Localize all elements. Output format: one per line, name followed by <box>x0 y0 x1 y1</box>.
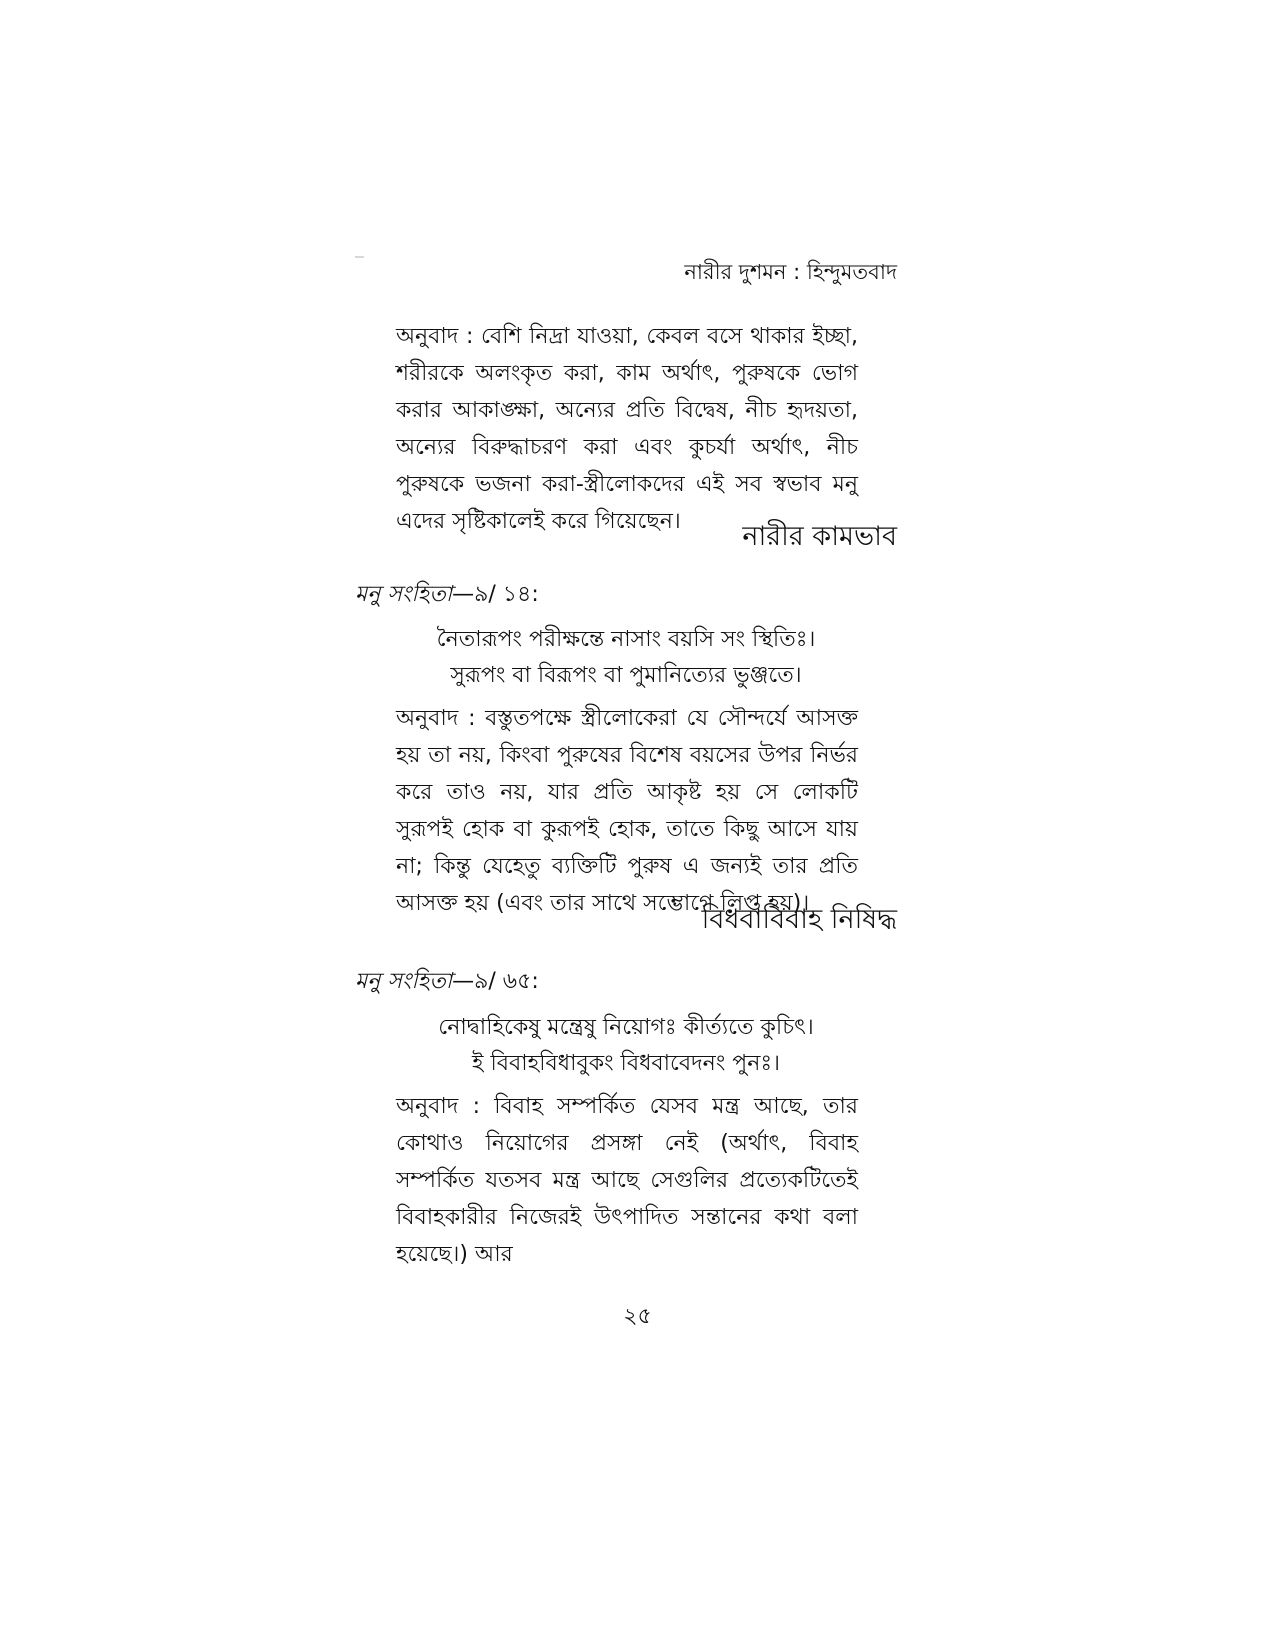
citation-reference: —৯/ ১৪: <box>452 582 539 607</box>
citation <box>355 967 539 997</box>
scan-mark <box>355 256 364 258</box>
verse-line: নৈতারূপং পরীক্ষন্তে নাসাং বয়সি সং স্থিতিঃ। <box>436 627 816 652</box>
citation-reference: —৯/ ৬৫: <box>452 969 539 994</box>
section-heading: নারীর কামভাব <box>742 521 897 552</box>
translation-paragraph: অনুবাদ : বেশি নিদ্রা যাওয়া, কেবল বসে থাকার ইচ্ছা, শরীরকে অলংকৃত করা, কাম অর্থাৎ, পুরুষকে ভোগ করার আকাঙ্ক্ষা, অন্যের প্রতি বিদ্বেষ, নীচ হৃদয়তা, অন্যের বিরুদ্ধাচরণ করা এবং কুচর্যা অর্থাৎ, নীচ পুরুষকে ভজনা করা-স্ত্রীলোকদের এই সব স্বভাব মনু এদের সৃষ্টিকালেই করে গিয়েছেন। <box>396 324 858 534</box>
page-number: ২৫ <box>623 1304 652 1329</box>
section-heading: বিধবাবিবাহ নিষিদ্ধ <box>701 904 897 935</box>
sanskrit-verse <box>355 1010 897 1082</box>
translation-paragraph: অনুবাদ : বিবাহ সম্পর্কিত যেসব মন্ত্র আছে, তার কোথাও নিয়োগের প্রসঙ্গা নেই (অর্থাৎ, বিবাহ সম্পর্কিত যতসব মন্ত্র আছে সেগুলির প্রত্যেকটিতেই বিবাহকারীর নিজেরই উৎপাদিত সন্তানের কথা বলা হয়েছে।) আর <box>396 1094 858 1267</box>
citation-source: মনু সংহিতা <box>355 969 453 994</box>
verse-line: নোদ্বাহিকেষু মন্ত্রেষু নিয়োগঃ কীর্ত্যতে কুচিৎ। <box>438 1015 814 1040</box>
running-header: নারীর দুশমন : হিন্দুমতবাদ <box>684 260 897 284</box>
sanskrit-verse <box>355 622 897 694</box>
translation-paragraph: অনুবাদ : বস্তুতপক্ষে স্ত্রীলোকেরা যে সৌন্দর্যে আসক্ত হয় তা নয়, কিংবা পুরুষের বিশেষ বয়সের উপর নির্ভর করে তাও নয়, যার প্রতি আকৃষ্ট হয় সে লোকটি সুরূপই হোক বা কুরূপই হোক, তাতে কিছু আসে যায় না; কিন্তু যেহেতু ব্যক্তিটি পুরুষ এ জন্যই তার প্রতি আসক্ত হয় (এবং তার সাথে সম্ভোগে লিপ্ত হয়)। <box>396 706 858 916</box>
citation <box>355 580 539 610</box>
citation-source: মনু সংহিতা <box>355 582 453 607</box>
verse-line: ই বিবাহবিধাবুকং বিধবাবেদনং পুনঃ। <box>472 1051 780 1076</box>
verse-line: সুরূপং বা বিরূপং বা পুমানিত্যের ভুঞ্জতে। <box>450 663 802 688</box>
